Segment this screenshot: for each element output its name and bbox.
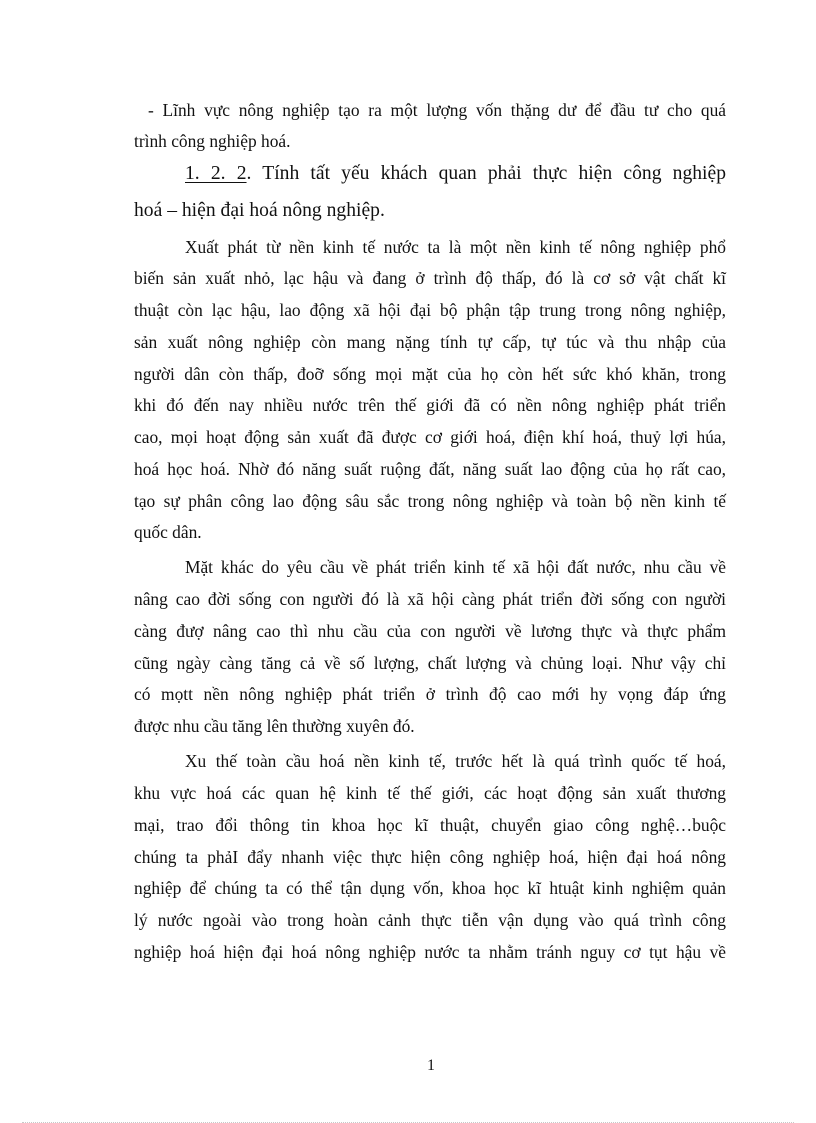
paragraph-line: khu vực hoá các quan hệ kinh tế thế giới, các hoạt động sản xuất thương	[134, 783, 726, 803]
paragraph-line: nâng cao đời sống con người đó là xã hội càng phát triển đời sống con người	[134, 589, 726, 609]
paragraph-line: Xu thế toàn cầu hoá nền kinh tế, trước hết là quá trình quốc tế hoá,	[185, 751, 726, 771]
section-heading	[185, 161, 726, 187]
page-number: 1	[427, 1057, 435, 1074]
section-title-part: . Tính tất yếu khách quan phải thực hiện công nghiệp	[246, 163, 726, 184]
paragraph-line: khi đó đến nay nhiều nước trên thế giới đã có nền nông nghiệp phát triển	[134, 395, 726, 415]
paragraph-line: nghiệp để chúng ta có thể tận dụng vốn, khoa học kĩ htuật kinh nghiệm quản	[134, 878, 726, 898]
paragraph-line: Mặt khác do yêu cầu về phát triển kinh tế xã hội đất nước, nhu cầu về	[185, 557, 726, 577]
paragraph-line: hoá học hoá. Nhờ đó năng suất ruộng đất, năng suất lao động của họ rất cao,	[134, 459, 726, 479]
paragraph-line: lý nước ngoài vào trong hoàn cảnh thực tiễn vận dụng vào quá trình công	[134, 910, 726, 930]
paragraph-line: cao, mọi hoạt động sản xuất đã được cơ giới hoá, điện khí hoá, thuỷ lợi húa,	[134, 427, 726, 447]
paragraph-line: càng đượ nâng cao thì nhu cầu của con người về lương thực và thực phẩm	[134, 621, 726, 641]
paragraph-line: được nhu cầu tăng lên thường xuyên đó.	[134, 716, 415, 736]
paragraph-line: sản xuất nông nghiệp còn mang nặng tính tự cấp, tự túc và thu nhập của	[134, 332, 726, 352]
paragraph-line: chúng ta phảI đẩy nhanh việc thực hiện công nghiệp hoá, hiện đại hoá nông	[134, 847, 726, 867]
paragraph-line: tạo sự phân công lao động sâu sắc trong nông nghiệp và toàn bộ nền kinh tế	[134, 491, 726, 511]
paragraph-line: mại, trao đổi thông tin khoa học kĩ thuật, chuyển giao công nghệ…buộc	[134, 815, 726, 835]
paragraph-line: thuật còn lạc hậu, lao động xã hội đại bộ phận tập trung trong nông nghiệp,	[134, 300, 726, 320]
paragraph-line: biến sản xuất nhỏ, lạc hậu và đang ở trình độ thấp, đó là cơ sở vật chất kĩ	[134, 268, 726, 288]
section-heading: hoá – hiện đại hoá nông nghiệp.	[134, 200, 385, 221]
intro-line: trình công nghiệp hoá.	[134, 131, 291, 151]
paragraph-line: cũng ngày càng tăng cả về số lượng, chất lượng và chủng loại. Như vậy chỉ	[134, 653, 726, 673]
section-number: 1. 2. 2	[185, 163, 247, 184]
paragraph-line: nghiệp hoá hiện đại hoá nông nghiệp nước ta nhằm tránh nguy cơ tụt hậu về	[134, 942, 726, 962]
paragraph-line: người dân còn thấp, đoỡ sống mọi mặt của họ còn hết sức khó khăn, trong	[134, 364, 726, 384]
paragraph-line: quốc dân.	[134, 522, 202, 542]
paragraph-line: Xuất phát từ nền kinh tế nước ta là một nền kinh tế nông nghiệp phổ	[185, 237, 726, 257]
paragraph-line: có mọtt nền nông nghiệp phát triển ở trình độ cao mới hy vọng đáp ứng	[134, 684, 726, 704]
intro-line: - Lĩnh vực nông nghiệp tạo ra một lượng vốn thặng dư để đầu tư cho quá	[148, 100, 726, 120]
